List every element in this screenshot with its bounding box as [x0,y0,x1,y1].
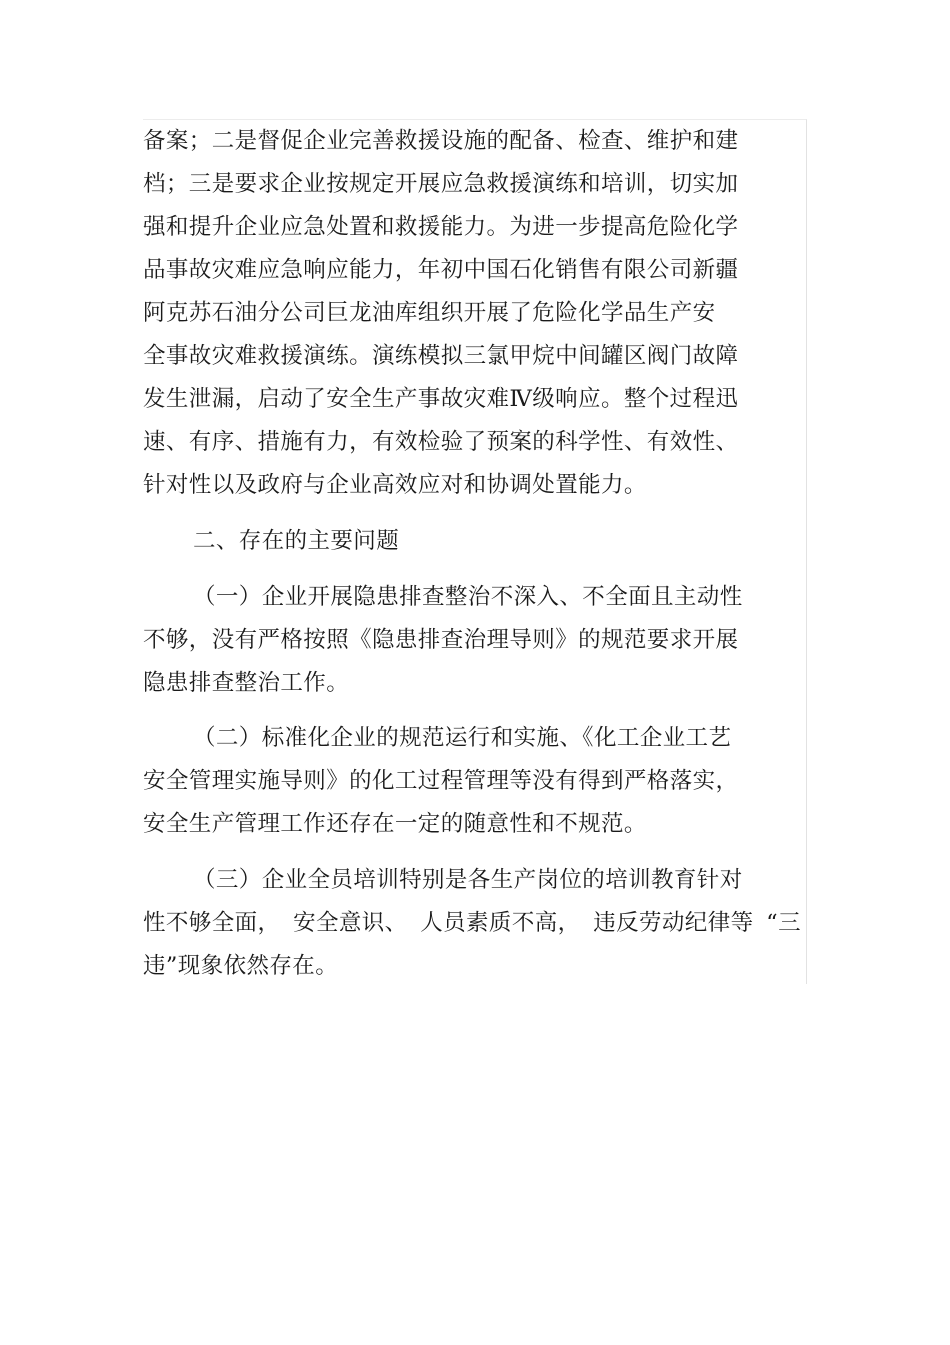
paragraph-line: 全事故灾难救援演练。演练模拟三氯甲烷中间罐区阀门故障 [143,343,739,369]
section-heading: 二、存在的主要问题 [193,528,400,554]
paragraph-line: 备案；二是督促企业完善救援设施的配备、检查、维护和建 [143,128,739,154]
paragraph-line: 档；三是要求企业按规定开展应急救援演练和培训，切实加 [143,171,739,197]
item-line-justified [143,908,801,938]
item-line: （一）企业开展隐患排查整治不深入、不全面且主动性 [193,584,743,610]
paragraph-line: 针对性以及政府与企业高效应对和协调处置能力。 [143,472,647,498]
text-segment: 人员素质不高， [420,910,581,936]
text-segment: 违反劳动纪律等 [593,910,754,936]
paragraph-line: 品事故灾难应急响应能力，年初中国石化销售有限公司新疆 [143,257,739,283]
item-line: 违”现象依然存在。 [143,953,339,979]
text-segment: 安全意识、 [293,910,408,936]
item-line: 隐患排查整治工作。 [143,670,350,696]
item-line: （三）企业全员培训特别是各生产岗位的培训教育针对 [193,867,743,893]
paragraph-line: 阿克苏石油分公司巨龙油库组织开展了危险化学品生产安 [143,300,716,326]
text-segment: 性不够全面， [143,910,281,936]
item-line: （二）标准化企业的规范运行和实施、《化工企业工艺 [193,725,732,751]
item-line: 安全管理实施导则》的化工过程管理等没有得到严格落实， [143,768,739,794]
item-line: 安全生产管理工作还存在一定的随意性和不规范。 [143,811,647,837]
paragraph-line: 发生泄漏，启动了安全生产事故灾难Ⅳ级响应。整个过程迅 [143,386,739,412]
paragraph-line: 强和提升企业应急处置和救援能力。为进一步提高危险化学 [143,214,739,240]
text-segment: “三 [766,910,801,936]
paragraph-line: 速、有序、措施有力，有效检验了预案的科学性、有效性、 [143,429,739,455]
item-line: 不够，没有严格按照《隐患排查治理导则》的规范要求开展 [143,627,739,653]
